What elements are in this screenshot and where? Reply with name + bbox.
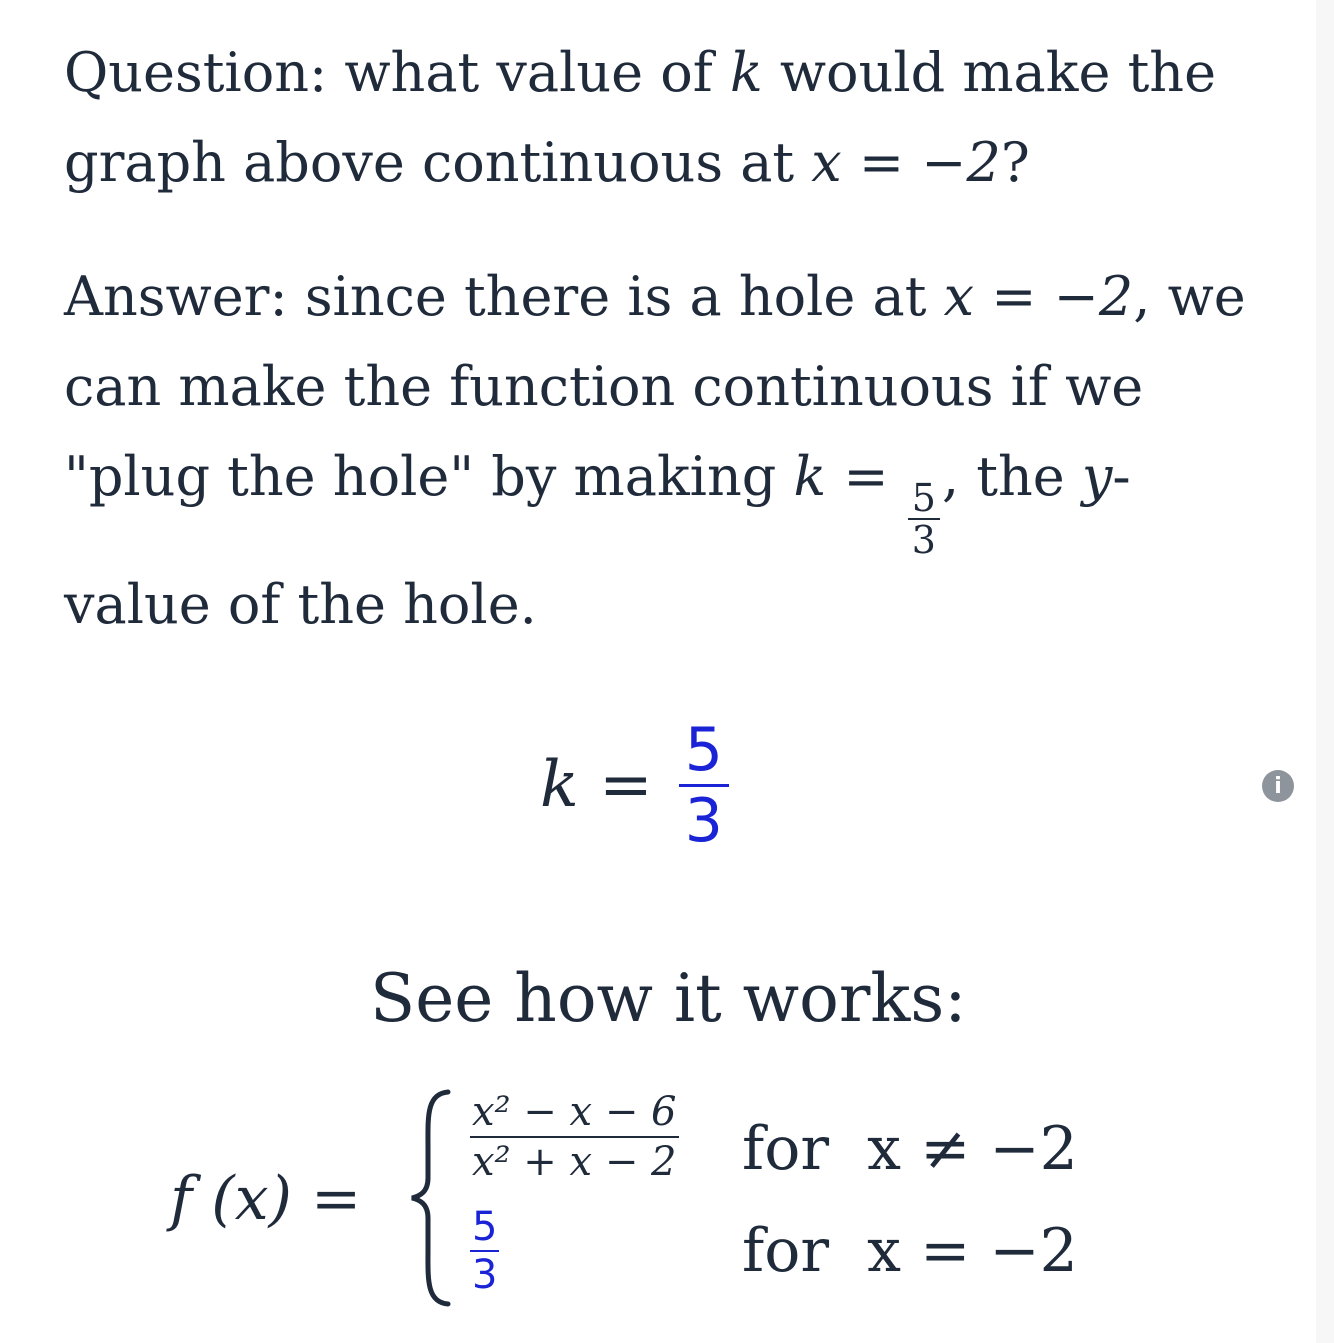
question-prefix: Question: what value of [64, 41, 730, 104]
case2-den: 3 [472, 1252, 498, 1298]
question-eq: x = −2 [811, 131, 1001, 194]
case1-condition: for x ≠ −2 [742, 1114, 1078, 1184]
see-how-heading: See how it works: [370, 960, 967, 1037]
answer-k-eq: k = [793, 445, 889, 508]
case1-num: x² − x − 6 [470, 1088, 679, 1138]
answer-yvar: y [1081, 445, 1113, 508]
answer-frac-num: 5 [908, 478, 940, 520]
scrollbar[interactable] [1316, 0, 1334, 1343]
case2-condition: for x = −2 [742, 1216, 1078, 1286]
question-var: k [729, 41, 763, 104]
piecewise-function [170, 1088, 1170, 1308]
question-suffix: ? [1000, 131, 1030, 194]
case1-den: x² + x − 2 [472, 1139, 677, 1185]
left-brace-icon [408, 1088, 452, 1308]
result-num: 5 [679, 716, 729, 787]
case2-fraction [470, 1204, 499, 1298]
answer-fraction [908, 478, 940, 560]
answer-text [64, 252, 1264, 650]
info-icon[interactable]: i [1262, 770, 1294, 802]
result-equation [540, 700, 729, 870]
answer-frac-den: 3 [911, 518, 936, 562]
answer-eq: x = −2 [943, 265, 1134, 328]
result-lhs: k = [540, 748, 653, 822]
answer-middle: , we can make the function continuous if we "plug the hole" by making [64, 265, 1246, 508]
answer-suffix: -value of the hole. [64, 445, 1131, 636]
answer-prefix: Answer: since there is a hole at [64, 265, 944, 328]
answer-after-frac: , the [941, 445, 1082, 508]
question-middle: would make the graph above continuous at [64, 41, 1217, 194]
case2-num: 5 [472, 1204, 498, 1250]
result-fraction [679, 716, 729, 855]
piecewise-lhs: f (x) = [170, 1164, 362, 1234]
question-text [64, 28, 1264, 208]
result-den: 3 [684, 785, 723, 856]
case1-fraction [470, 1088, 679, 1186]
